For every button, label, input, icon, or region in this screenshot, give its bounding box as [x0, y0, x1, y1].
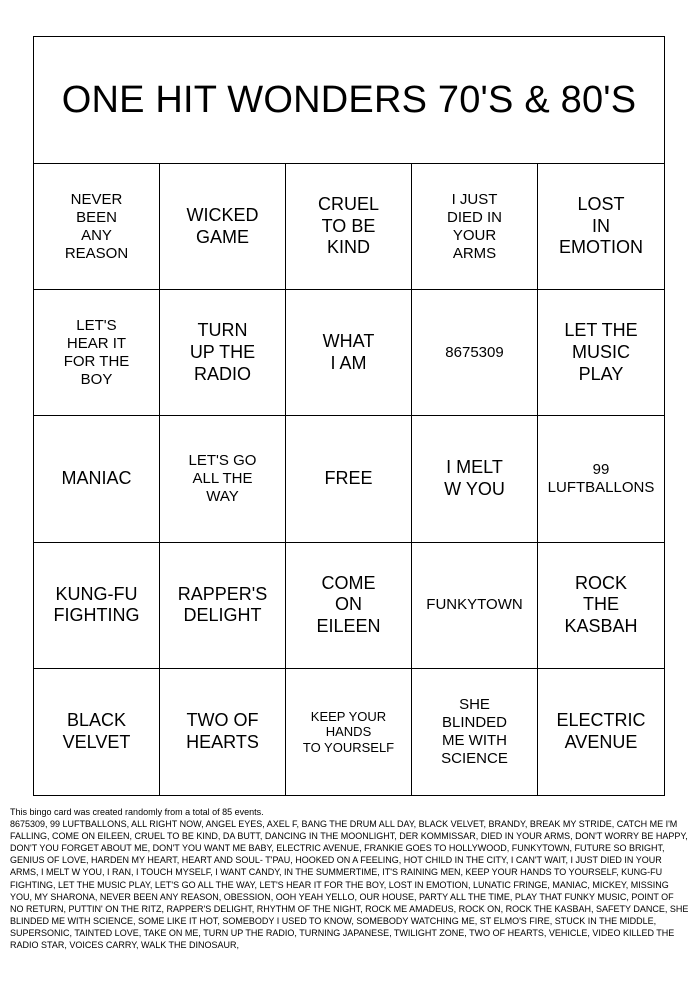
bingo-cell-text [186, 710, 259, 753]
bingo-cell-line: PLAY [578, 363, 624, 384]
bingo-cell-line: LOST [577, 194, 625, 215]
bingo-cell-text [178, 584, 267, 627]
bingo-cell-line: KUNG-FU [55, 583, 138, 604]
bingo-cell-line: MANIAC [61, 468, 132, 489]
bingo-cell-line: FOR THE [63, 352, 130, 370]
bingo-cell-line: TURN [197, 320, 248, 341]
bingo-cell-text [559, 194, 643, 259]
bingo-cell-line: GAME [195, 226, 249, 247]
bingo-cell-line: AVENUE [564, 731, 638, 752]
card-footer [10, 806, 689, 951]
bingo-cell-line: LET'S [76, 316, 117, 334]
bingo-cell-text [444, 457, 505, 500]
bingo-cell-line: DELIGHT [183, 605, 262, 626]
bingo-cell [412, 543, 538, 669]
bingo-cell [160, 416, 286, 542]
bingo-cell [286, 290, 412, 416]
bingo-cell-line: FUNKYTOWN [426, 596, 523, 614]
bingo-cell-line: I MELT [446, 457, 503, 478]
bingo-cell-line: REASON [64, 244, 129, 262]
bingo-cell [412, 416, 538, 542]
bingo-cell-line: IN [592, 215, 610, 236]
bingo-cell [34, 416, 160, 542]
bingo-cell-line: TO YOURSELF [302, 739, 395, 755]
bingo-cell-line: I AM [330, 352, 367, 373]
bingo-cell-line: SCIENCE [441, 749, 508, 767]
bingo-cell [538, 290, 664, 416]
bingo-cell [286, 164, 412, 290]
bingo-cell [538, 669, 664, 795]
bingo-cell [34, 543, 160, 669]
bingo-cell-text [548, 461, 655, 497]
bingo-cell-line: HEAR IT [66, 334, 127, 352]
bingo-cell [160, 669, 286, 795]
bingo-cell [160, 543, 286, 669]
bingo-cell-line: SHE [459, 695, 490, 713]
bingo-cell [412, 669, 538, 795]
bingo-cell [538, 416, 664, 542]
bingo-cell-line: ARMS [452, 244, 497, 262]
bingo-cell-line: KEEP YOUR [310, 708, 387, 724]
bingo-card [33, 36, 665, 796]
bingo-cell-line: RADIO [193, 363, 251, 384]
bingo-cell [34, 290, 160, 416]
bingo-cell-text [316, 573, 380, 638]
bingo-cell-text [187, 205, 259, 248]
bingo-cell-line: VELVET [62, 731, 131, 752]
bingo-cell-line: WICKED [186, 205, 259, 225]
bingo-cell-line: THE [583, 594, 619, 615]
bingo-cell [412, 290, 538, 416]
bingo-cell-line: KIND [326, 237, 370, 258]
bingo-cell-line: LET'S GO [188, 451, 257, 469]
bingo-cell-line: KASBAH [564, 615, 638, 636]
bingo-cell-line: ELECTRIC [556, 710, 646, 731]
bingo-cell-text [64, 317, 130, 389]
bingo-cell-line: 8675309 [445, 343, 504, 361]
bingo-cell [538, 164, 664, 290]
bingo-cell [34, 164, 160, 290]
bingo-cell-line: LUFTBALLONS [547, 478, 655, 496]
bingo-cell-text [441, 696, 508, 768]
bingo-cell [286, 669, 412, 795]
bingo-cell-line: ME WITH [442, 731, 507, 749]
bingo-cell-text [65, 191, 128, 263]
bingo-cell-line: WAY [206, 487, 239, 505]
bingo-cell-line: LET THE [564, 320, 638, 341]
bingo-cell-line: HANDS [325, 724, 372, 740]
bingo-cell-line: TO BE [321, 215, 376, 236]
bingo-cell-line: 99 [592, 460, 610, 478]
bingo-cell-line: BLINDED [441, 713, 508, 731]
bingo-cell [160, 290, 286, 416]
bingo-cell-text [426, 596, 522, 614]
bingo-cell-line: RAPPER'S [177, 583, 268, 604]
bingo-cell-line: ANY [81, 226, 112, 244]
bingo-cell-line: TWO OF [186, 710, 259, 731]
bingo-cell-line: CRUEL [317, 194, 379, 215]
bingo-cell [34, 669, 160, 795]
bingo-cell-line: WHAT [322, 331, 375, 352]
bingo-cell [538, 543, 664, 669]
bingo-cell-line: MUSIC [572, 341, 630, 362]
bingo-cell-line: EMOTION [559, 237, 643, 258]
bingo-cell-text [190, 320, 255, 385]
bingo-cell-line: NEVER [70, 190, 123, 208]
footer-note: This bingo card was created randomly from a total of 85 events. [10, 807, 264, 817]
bingo-cell-text [564, 320, 637, 385]
bingo-cell-line: ON [335, 594, 362, 615]
bingo-cell-text [447, 191, 502, 263]
bingo-cell-line: COME [321, 572, 376, 593]
bingo-cell [286, 543, 412, 669]
bingo-cell-text [324, 468, 372, 490]
bingo-cell [286, 416, 412, 542]
bingo-cell-text [318, 194, 379, 259]
bingo-cell-line: ROCK [574, 572, 627, 593]
bingo-cell-text [54, 584, 140, 627]
bingo-cell-line: ALL THE [192, 469, 253, 487]
bingo-cell-text [61, 468, 131, 490]
bingo-cell [160, 164, 286, 290]
bingo-cell-line: I JUST [451, 190, 498, 208]
bingo-cell-line: HEARTS [186, 731, 259, 752]
bingo-cell-line: W YOU [444, 478, 505, 499]
bingo-cell-line: BEEN [76, 208, 117, 226]
card-title: ONE HIT WONDERS 70'S & 80'S [34, 37, 664, 164]
bingo-cell-line: UP THE [189, 341, 256, 362]
bingo-cell-line: DIED IN [446, 208, 502, 226]
bingo-cell-text [556, 710, 645, 753]
bingo-cell [412, 164, 538, 290]
bingo-cell-line: BOY [80, 370, 113, 388]
bingo-cell-text [445, 344, 503, 362]
bingo-grid [34, 164, 664, 795]
bingo-cell-text [303, 709, 394, 756]
bingo-cell-text [63, 710, 131, 753]
bingo-cell-text [323, 331, 375, 374]
bingo-cell-text [564, 573, 637, 638]
bingo-cell-line: FIGHTING [53, 605, 140, 626]
bingo-cell-line: EILEEN [316, 615, 381, 636]
bingo-cell-line: YOUR [452, 226, 497, 244]
bingo-cell-text [189, 452, 257, 506]
footer-event-list: 8675309, 99 LUFTBALLONS, ALL RIGHT NOW, ANGEL EYES, AXEL F, BANG THE DRUM ALL DAY, BLACK VELVET, BRANDY, BREAK MY STRIDE, CATCH ME I'M FALLING, COME ON EILEEN, CRUEL TO BE KIND, DA BUTT, DANCING IN THE MOONLIGHT, DER KOMMISSAR, DIED IN YOUR ARMS, DON'T WORRY BE HAPPY, DON'T YOU FORGET ABOUT ME, DON'T YOU WANT ME BABY, ELECTRIC AVENUE, FRANKIE GOES TO HOLLYWOOD, FUNKYTOWN, FUTURE SO BRIGHT, GENIUS OF LOVE, HARDEN MY HEART, HEART AND SOUL- T'PAU, HOOKED ON A FEELING, HOT CHILD IN THE CITY, I CAN'T WAIT, I JUST DIED IN YOUR ARMS, I MELT W YOU, I RAN, I TOUCH MYSELF, I WANT CANDY, IN THE SUMMERTIME, IT'S RAINING MEN, KEEP YOUR HANDS TO YOURSELF, KUNG-FU FIGHTING, LET THE MUSIC PLAY, LET'S GO ALL THE WAY, LET'S HEAR IT FOR THE BOY, LOST IN EMOTION, LUNATIC FRINGE, MANIAC, MICKEY, MISSING YOU, MY SHARONA, NEVER BEEN ANY REASON, OBESSION, OOH YEAH YELLO, OUR HOUSE, PARTY ALL THE TIME, PLAY THAT FUNKY MUSIC, POINT OF NO RETURN, PUTTIN' ON THE RITZ, RAPPER'S DELIGHT, RHYTHM OF THE NIGHT, ROCK ME AMADEUS, ROCK ON, ROCK THE KASBAH, SAFETY DANCE, SHE BLINDED ME WITH SCIENCE, SOME LIKE IT HOT, SOMEBODY I USED TO KNOW, SOMEBODY WATCHING ME, ST ELMO'S FIRE, STUCK IN THE MIDDLE, SUPERSONIC, TAINTED LOVE, TAKE ON ME, TURN UP THE RADIO, TURNING JAPANESE, TWILIGHT ZONE, TWO OF HEARTS, VEHICLE, VIDEO KILLED THE RADIO STAR, VOICES CARRY, WALK THE DINOSAUR, [10, 819, 689, 951]
bingo-cell-line: BLACK [66, 710, 126, 731]
bingo-cell-line: FREE [324, 468, 373, 489]
